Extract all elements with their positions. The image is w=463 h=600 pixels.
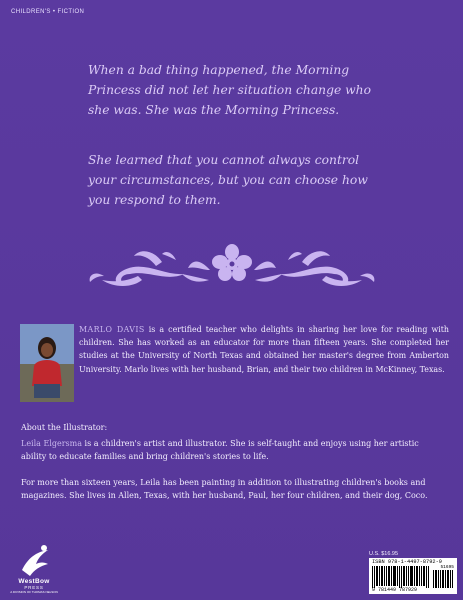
publisher-logo-text	[8, 578, 60, 594]
publisher-tagline: A DIVISION OF THOMAS NELSON	[10, 590, 58, 594]
price-label: U.S. $16.95	[369, 551, 399, 557]
quote-paragraph-1: When a bad thing happened, the Morning Princess did not let her situation change who she was. She was the Morning Princess.	[88, 63, 372, 117]
price-barcode-bars	[433, 570, 454, 588]
barcode-bars	[372, 566, 430, 588]
illustrator-heading: About the Illustrator:	[21, 423, 108, 432]
quote-paragraph-2: She learned that you cannot always control your circumstances, but you can choose how you respond to them.	[88, 153, 368, 207]
author-photo	[20, 324, 74, 402]
author-portrait-image	[20, 324, 74, 402]
genre-label: CHILDREN'S • FICTION	[11, 9, 85, 15]
publisher-sub: PRESS	[24, 585, 44, 590]
illustrator-bio-1-text: is a children's artist and illustrator. She is self-taught and enjoys using her artistic ability to educate families and bring children's stories to life.	[21, 439, 419, 462]
author-bio-text: is a certified teacher who delights in sharing her love for reading with children. She has worked as an educator for more than fifteen years. She completed her studies at the University of North Texas and obtained her master's degree from Amberton University. Marlo lives with her husband, Brian, and their two children in McKinney, Texas.	[79, 325, 449, 374]
author-name: MARLO DAVIS	[79, 325, 145, 334]
illustrator-bio-1	[21, 437, 446, 463]
floral-ornament	[84, 240, 380, 290]
isbn-text: ISBN 978-1-4497-8792-9	[372, 559, 442, 565]
price-code: 51695	[440, 565, 454, 570]
isbn-barcode	[369, 558, 457, 594]
publisher-name: WestBow	[18, 578, 50, 585]
illustrator-bio-2: For more than sixteen years, Leila has been painting in addition to illustrating children's books and magazines. She lives in Allen, Texas, with her husband, Paul, her four children, and their dog, Coco.	[21, 478, 428, 501]
author-bio	[79, 323, 449, 376]
barcode-digits: 9 781449 787929	[372, 587, 418, 593]
illustrator-name: Leila Elgersma	[21, 439, 83, 448]
